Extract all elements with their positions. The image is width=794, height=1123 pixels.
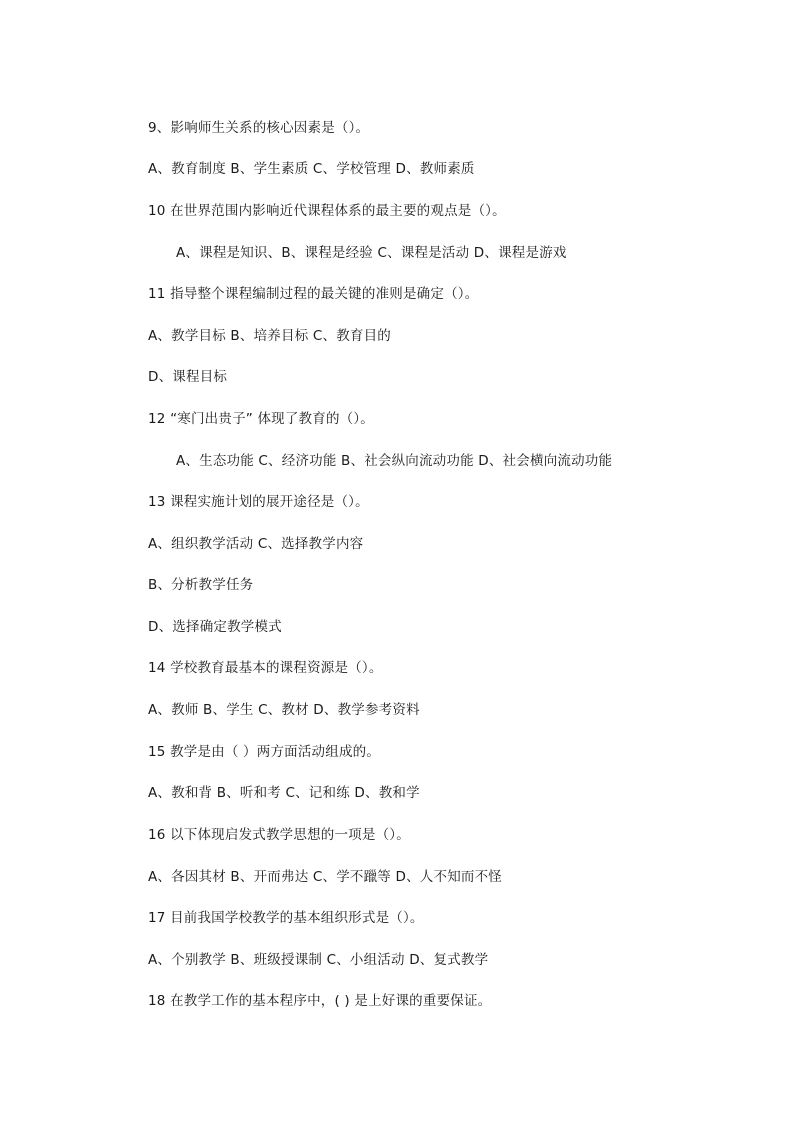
- question-10-options: A、课程是知识、B、课程是经验 C、课程是活动 D、课程是游戏: [176, 245, 567, 261]
- question-13: 13 课程实施计划的展开途径是（）。: [148, 494, 369, 510]
- question-12: 12 “寒门出贵子” 体现了教育的（）。: [148, 411, 374, 427]
- question-15-options: A、教和背 B、听和考 C、记和练 D、教和学: [148, 785, 420, 801]
- question-18: 18 在教学工作的基本程序中，( ) 是上好课的重要保证。: [148, 993, 492, 1009]
- question-16-options: A、各因其材 B、开而弗达 C、学不躐等 D、人不知而不怪: [148, 869, 502, 885]
- question-14-options: A、教师 B、学生 C、教材 D、教学参考资料: [148, 702, 420, 718]
- question-13-options: A、组织教学活动 C、选择教学内容: [148, 536, 364, 552]
- question-10: 10 在世界范围内影响近代课程体系的最主要的观点是（）。: [148, 203, 506, 219]
- question-11-option-d: D、课程目标: [148, 369, 228, 385]
- question-12-options: A、生态功能 C、经济功能 B、社会纵向流动功能 D、社会横向流动功能: [176, 453, 613, 469]
- question-14: 14 学校教育最基本的课程资源是（）。: [148, 660, 383, 676]
- question-16: 16 以下体现启发式教学思想的一项是（）。: [148, 827, 410, 843]
- question-9: 9、影响师生关系的核心因素是（）。: [148, 120, 370, 136]
- question-13-option-d: D、选择确定教学模式: [148, 619, 282, 635]
- question-11-options: A、教学目标 B、培养目标 C、教育目的: [148, 328, 392, 344]
- question-15: 15 教学是由（ ）两方面活动组成的。: [148, 744, 381, 760]
- question-17-options: A、个别教学 B、班级授课制 C、小组活动 D、复式教学: [148, 952, 489, 968]
- question-9-options: A、教育制度 B、学生素质 C、学校管理 D、教师素质: [148, 161, 475, 177]
- question-11: 11 指导整个课程编制过程的最关键的准则是确定（）。: [148, 286, 479, 302]
- question-17: 17 目前我国学校教学的基本组织形式是（）。: [148, 910, 424, 926]
- question-13-option-b: B、分析教学任务: [148, 577, 254, 593]
